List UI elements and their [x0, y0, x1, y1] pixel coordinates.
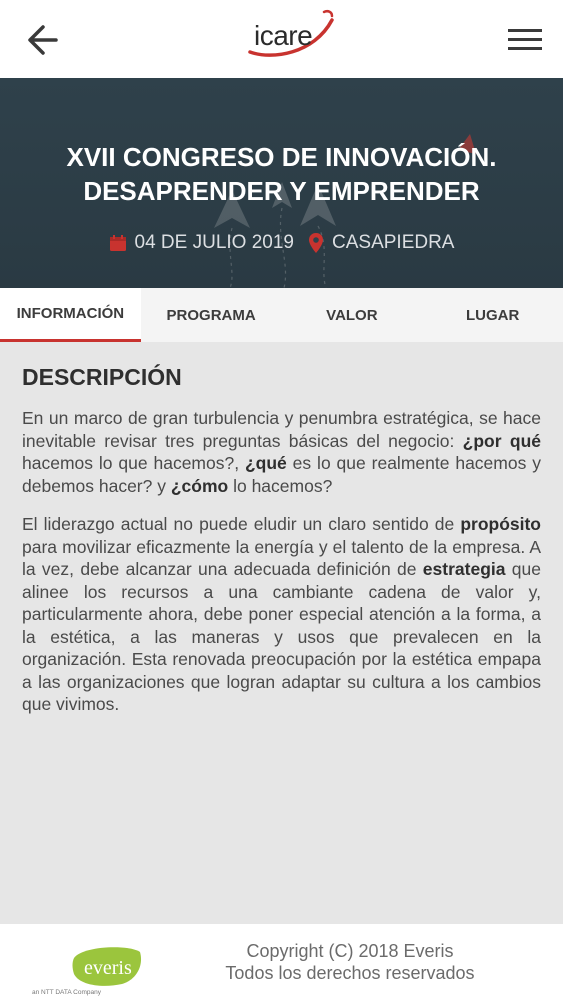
event-title — [30, 140, 533, 208]
description-title: DESCRIPCIÓN — [22, 364, 182, 390]
p1-bold-1: ¿por qué — [462, 430, 541, 451]
everis-brand-text: everis — [84, 957, 132, 979]
tab-lugar[interactable]: LUGAR — [465, 306, 520, 324]
icare-logo — [242, 6, 338, 62]
event-date-text: 04 DE JULIO 2019 — [134, 232, 294, 253]
p1-text-2: hacemos lo que hacemos?, — [22, 453, 245, 473]
event-hero-banner — [0, 78, 563, 288]
footer — [0, 924, 563, 1000]
hamburger-menu-icon — [506, 24, 546, 56]
description-paragraph-1 — [22, 407, 541, 497]
top-app-bar — [0, 0, 563, 78]
copyright-text — [200, 940, 500, 984]
p2-bold-2: estrategia — [422, 559, 506, 579]
description-section — [0, 342, 563, 924]
p2-text-3: que alinee los recursos a una cambiante cadena de valor y, particularmente ahora, debe poner especial atención a la forma, a la estética, a las maneras y usos que prevalecen en la organización. Esta renovada preocupación por la estética empapa a las organizaciones que logran adaptar su cultura a los cambios que vivimos. — [22, 559, 541, 714]
event-meta — [0, 228, 563, 258]
p1-text-4: lo hacemos? — [228, 475, 333, 496]
everis-logo — [30, 936, 150, 996]
event-title-line2: DESAPRENDER Y EMPRENDER — [83, 176, 480, 206]
p2-bold-1: propósito — [460, 514, 541, 534]
p1-text-1: En un marco de gran turbulencia y penumbra estratégica, se hace inevitable revisar tres preguntas básicas del negocio: — [22, 408, 541, 451]
tab-bar — [0, 288, 563, 342]
back-button[interactable] — [24, 20, 64, 60]
p1-bold-3: ¿cómo — [170, 475, 229, 496]
calendar-icon — [109, 234, 127, 252]
tab-informacion[interactable]: INFORMACIÓN — [0, 288, 141, 342]
tab-programa[interactable]: PROGRAMA — [166, 306, 256, 324]
arrow-left-icon — [24, 20, 64, 60]
map-pin-icon — [308, 232, 324, 254]
event-title-line1: XVII CONGRESO DE INNOVACIÓN. — [66, 142, 497, 172]
copyright-line2: Todos los derechos reservados — [225, 963, 475, 983]
p2-text-1: El liderazgo actual no puede eludir un claro sentido de — [22, 514, 461, 534]
menu-button[interactable] — [506, 24, 546, 56]
description-paragraph-2 — [22, 513, 541, 716]
event-location-text: CASAPIEDRA — [332, 232, 455, 253]
event-date — [109, 232, 294, 254]
everis-logo-mark — [30, 936, 150, 996]
logo-text: icare — [254, 20, 313, 51]
tab-valor[interactable]: VALOR — [326, 306, 378, 324]
event-location — [308, 232, 454, 254]
p1-bold-2: ¿qué — [244, 453, 287, 473]
everis-brand-subtitle: an NTT DATA Company — [32, 989, 101, 996]
copyright-line1: Copyright (C) 2018 Everis — [246, 941, 454, 961]
p1-text-3: es lo que realmente hacemos y debemos hacer? y — [22, 453, 541, 496]
p2-text-2: para movilizar eficazmente la energía y el talento de la empresa. A la vez, debe alcanzar una adecuada definición de — [22, 536, 541, 579]
